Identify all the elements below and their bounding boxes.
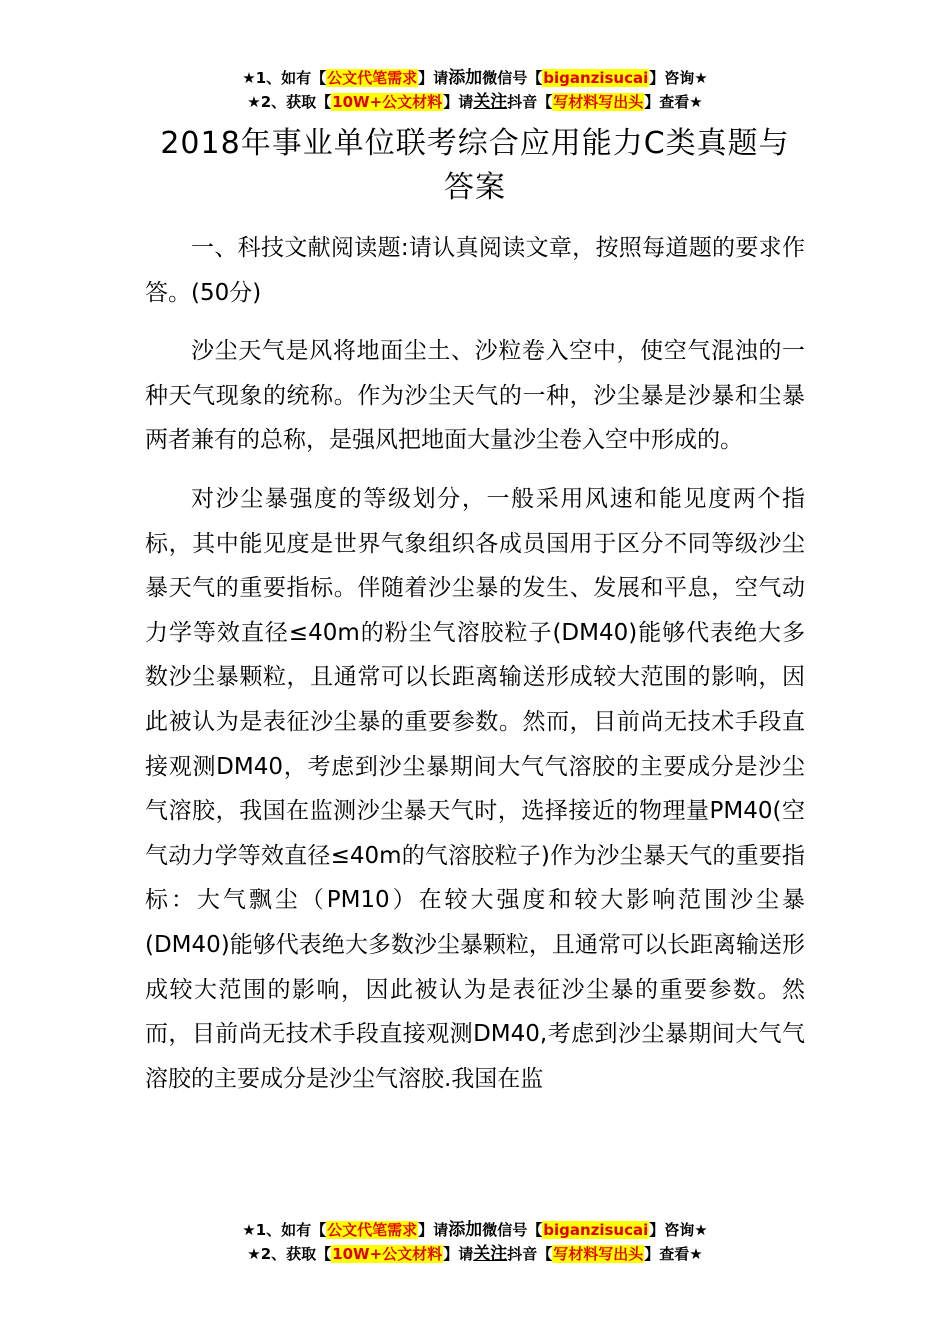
highlight-text: 公文代笔需求 xyxy=(327,69,418,87)
banner-text: 】咨询★ xyxy=(649,1221,708,1239)
highlight-text: 10W+公文材料 xyxy=(332,93,443,111)
douyin-id: 写材料写出头 xyxy=(553,1245,644,1263)
banner-text: 】请 xyxy=(418,69,449,87)
banner-text: ★2、获取【 xyxy=(247,1245,332,1263)
banner-text: 】请 xyxy=(443,1245,474,1263)
document-title: 2018年事业单位联考综合应用能力C类真题与答案 xyxy=(160,126,790,205)
banner-text: 】请 xyxy=(418,1221,449,1239)
paragraph: 沙尘天气是风将地面尘土、沙粒卷入空中，使空气混浊的一种天气现象的统称。作为沙尘天气的一种，沙尘暴是沙暴和尘暴两者兼有的总称，是强风把地面大量沙尘卷入空中形成的。 xyxy=(145,338,805,454)
banner-text: 抖音【 xyxy=(507,93,553,111)
highlight-text: 公文代笔需求 xyxy=(327,1221,418,1239)
douyin-id: 写材料写出头 xyxy=(553,93,644,111)
banner-text: 】请 xyxy=(443,93,474,111)
document-body xyxy=(145,226,805,1115)
banner-text: ★1、如有【 xyxy=(242,1221,327,1239)
header-banner xyxy=(0,66,950,114)
banner-line-2 xyxy=(0,1242,950,1266)
paragraph-section-heading: 一、科技文献阅读题:请认真阅读文章，按照每道题的要求作答。(50分) xyxy=(145,235,805,306)
emphasis-text: 关注 xyxy=(473,92,508,112)
emphasis-text: 关注 xyxy=(473,1244,508,1264)
banner-line-1 xyxy=(0,66,950,90)
wechat-id: biganzisucai xyxy=(543,69,649,87)
wechat-id: biganzisucai xyxy=(543,1221,649,1239)
banner-text: 】咨询★ xyxy=(649,69,708,87)
banner-text: 】查看★ xyxy=(644,1245,703,1263)
banner-text: ★1、如有【 xyxy=(242,69,327,87)
banner-text: 】查看★ xyxy=(644,93,703,111)
banner-text: 微信号【 xyxy=(482,69,543,87)
emphasis-text: 添加 xyxy=(448,1220,483,1240)
emphasis-text: 添加 xyxy=(448,68,483,88)
banner-text: 微信号【 xyxy=(482,1221,543,1239)
banner-text: 抖音【 xyxy=(507,1245,553,1263)
banner-line-2 xyxy=(0,90,950,114)
banner-text: ★2、获取【 xyxy=(247,93,332,111)
banner-line-1 xyxy=(0,1218,950,1242)
footer-banner xyxy=(0,1218,950,1266)
paragraph: 对沙尘暴强度的等级划分，一般采用风速和能见度两个指标，其中能见度是世界气象组织各成员国用于区分不同等级沙尘暴天气的重要指标。伴随着沙尘暴的发生、发展和平息，空气动力学等效直径≤40m的粉尘气溶胶粒子(DM40)能够代表绝大多数沙尘暴颗粒，且通常可以长距离输送形成较大范围的影响，因此被认为是表征沙尘暴的重要参数。然而，目前尚无技术手段直接观测DM40，考虑到沙尘暴期间大气气溶胶的主要成分是沙尘气溶胶，我国在监测沙尘暴天气时，选择接近的物理量PM40(空气动力学等效直径≤40m的气溶胶粒子)作为沙尘暴天气的重要指标：大气飘尘（PM10）在较大强度和较大影响范围沙尘暴(DM40)能够代表绝大多数沙尘暴颗粒，且通常可以长距离输送形成较大范围的影响，因此被认为是表征沙尘暴的重要参数。然而，目前尚无技术手段直接观测DM40,考虑到沙尘暴期间大气气溶胶的主要成分是沙尘气溶胶.我国在监 xyxy=(145,485,805,1092)
highlight-text: 10W+公文材料 xyxy=(332,1245,443,1263)
